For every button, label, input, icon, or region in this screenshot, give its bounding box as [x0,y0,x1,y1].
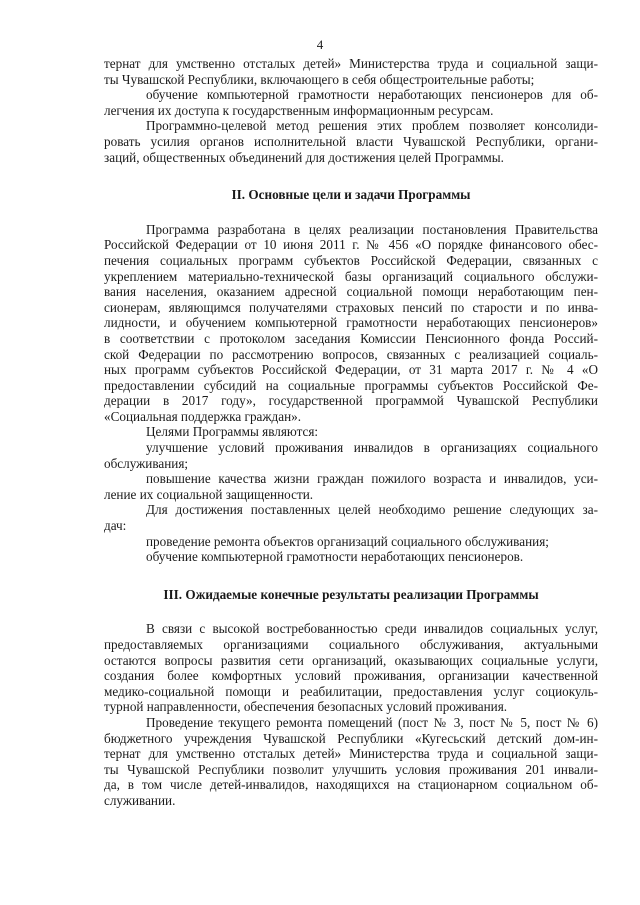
text-line: Программно-целевой метод решения этих проблем позволяет консолиди- [146,118,598,134]
text-line: Российской Федерации от 10 июня 2011 г. № 456 «О порядке финансового обес- [104,237,598,253]
text-line: Программа разработана в целях реализации постановления Правительства [146,221,598,237]
text-line: турной направленности, обеспечения безопасных условий проживания. [104,699,508,715]
text-line: в соответствии с протоколом заседания Комиссии Пенсионного фонда Россий- [104,330,598,346]
text-line: Проведение текущего ремонта помещений (пост № 3, пост № 5, пост № 6) [146,714,598,730]
text-line: ление их социальной защищенности. [104,486,314,502]
text-line: Для достижения поставленных целей необходимо решение следующих за- [146,502,598,518]
document-body [104,56,598,809]
text-line: ных программ субъектов Российской Федерации, от 31 марта 2017 г. № 4 «О [104,362,598,378]
text-line: заций, общественных объединений для достижения целей Программы. [104,149,504,165]
text-line: остаются вопросы развития сети организаций, оказывающих социальные услуги, [104,652,598,668]
text-line: дерации в 2017 году», государственной программой Чувашской Республики [104,393,598,409]
text-line: обучение компьютерной грамотности неработающих пенсионеров для об- [146,87,598,103]
text-line: ровать усилия органов исполнительной власти Чувашской Республики, органи- [104,133,598,149]
text-line: повышение качества жизни граждан пожилого возраста и инвалидов, уси- [146,471,598,487]
text-line: служивании. [104,792,176,808]
text-line: дач: [104,518,127,534]
text-line: В связи с высокой востребованностью среди инвалидов социальных услуг, [146,621,598,637]
text-line: да, в том числе детей-инвалидов, находящихся на стационарном социальном об- [104,777,598,793]
page-number: 4 [316,37,324,52]
text-line: легчения их доступа к государственным информационным ресурсам. [104,102,494,118]
text-line: сионерам, являющимся получателями страховых пенсий по старости и по инва- [104,299,598,315]
section-heading-goals: II. Основные цели и задачи Программы [231,187,471,203]
text-line: лидности, и обучением компьютерной грамотности неработающих пенсионеров» [104,315,598,331]
text-line: тернат для умственно отсталых детей» Министерства труда и социальной защи- [104,746,598,762]
text-line: печения социальных программ субъектов Российской Федерации, связанных с [104,252,598,268]
text-line: ты Чувашской Республики позволит улучшить условия проживания 201 инвали- [104,761,598,777]
text-line: улучшение условий проживания инвалидов в организациях социального [146,440,598,456]
text-line: создания более комфортных условий проживания, организации качественной [104,668,598,684]
section-heading-results: III. Ожидаемые конечные результаты реализации Программы [163,586,539,602]
text-line: ской Федерации по рассмотрению вопросов, связанных с реализацией социаль- [104,346,598,362]
text-line: обслуживания; [104,455,189,471]
text-line: тернат для умственно отсталых детей» Министерства труда и социальной защи- [104,56,598,71]
text-line: предоставлении субсидий на социальные программы субъектов Российской Фе- [104,377,598,393]
text-line: вания населения, оказанием адресной социальной помощи неработающим пен- [104,284,598,300]
text-line: медико-социальной помощи и реабилитации, предоставления услуг социокуль- [104,683,598,699]
text-line: предоставляемых организациями социального обслуживания, актуальными [104,637,598,652]
text-line: проведение ремонта объектов организаций социального обслуживания; [146,533,549,549]
text-line: бюджетного учреждения Чувашской Республики «Кугесьский детский дом-ин- [104,730,598,746]
text-line: ты Чувашской Республики, включающего в себя общестроительные работы; [104,71,535,87]
text-line: укреплением материально-технической базы организаций социального обслужи- [104,268,598,284]
text-line: «Социальная поддержка граждан». [104,408,302,424]
text-line: обучение компьютерной грамотности неработающих пенсионеров. [146,549,524,565]
text-line: Целями Программы являются: [146,424,319,440]
